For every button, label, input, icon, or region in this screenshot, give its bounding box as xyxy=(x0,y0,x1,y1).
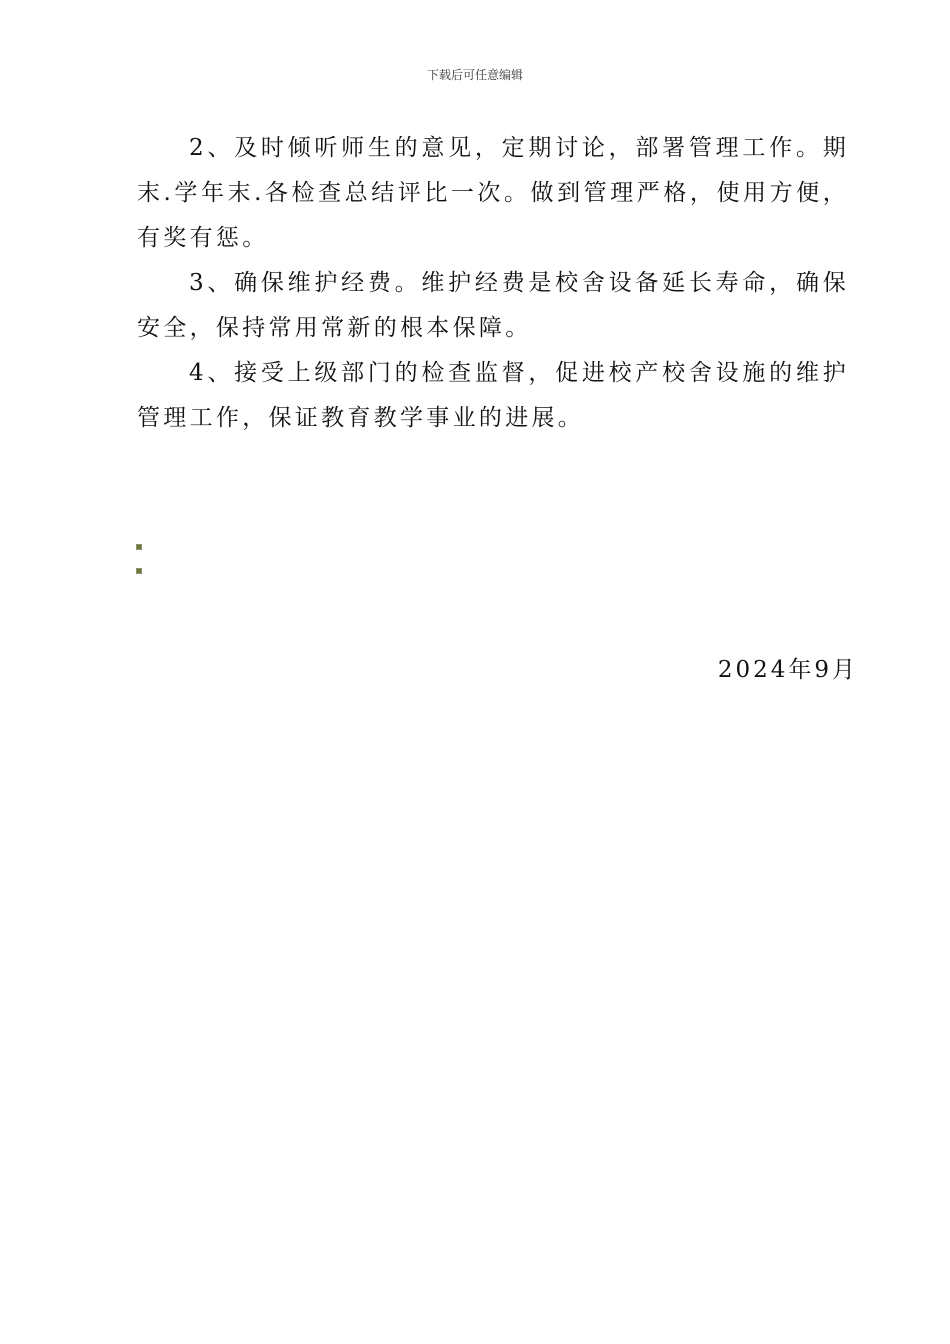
page-header-note: 下载后可任意编辑 xyxy=(426,68,523,82)
document-date: 2024年9月 xyxy=(717,657,858,683)
document-body xyxy=(137,126,849,441)
paragraph-item-2: 2、及时倾听师生的意见，定期讨论，部署管理工作。期末.学年末.各检查总结评比一次。做到管理严格，使用方便，有奖有惩。 xyxy=(137,135,849,251)
anchor-marker-icon xyxy=(136,544,142,550)
anchor-markers xyxy=(136,544,142,592)
paragraph-item-3: 3、确保维护经费。维护经费是校舍设备延长寿命，确保安全，保持常用常新的根本保障。 xyxy=(137,270,849,341)
anchor-marker-icon xyxy=(136,568,142,574)
paragraph-item-4: 4、接受上级部门的检查监督，促进校产校舍设施的维护管理工作，保证教育教学事业的进展。 xyxy=(137,360,849,431)
